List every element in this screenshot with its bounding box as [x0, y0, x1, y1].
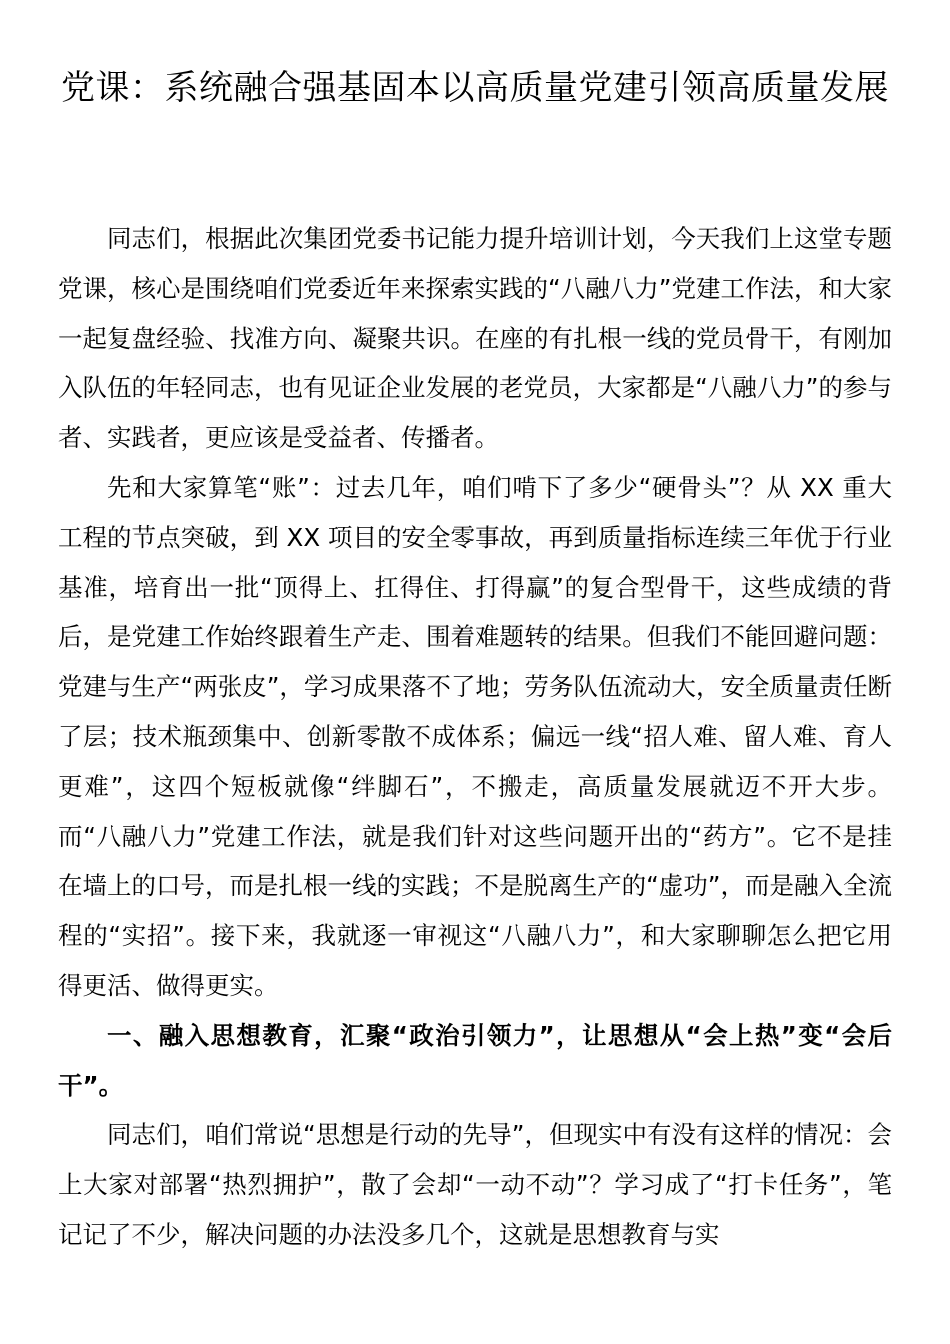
paragraph-background: 先和大家算笔“账”：过去几年，咱们啃下了多少“硬骨头”？从 XX 重大工程的节点突破，到 XX 项目的安全零事故，再到质量指标连续三年优于行业基准，培育出一批“顶得上、扛得住、打得赢”的复合型骨干，这些成绩的背后，是党建工作始终跟着生产走、围着难题转的结果。但我们不能回避问题：党建与生产“两张皮”，学习成果落不了地；劳务队伍流动大，安全质量责任断了层；技术瓶颈集中、创新零散不成体系；偏远一线“招人难、留人难、育人更难”，这四个短板就像“绊脚石”，不搬走，高质量发展就迈不开大步。而“八融八力”党建工作法，就是我们针对这些问题开出的“药方”。它不是挂在墙上的口号，而是扎根一线的实践；不是脱离生产的“虚功”，而是融入全流程的“实招”。接下来，我就逐一审视这“八融八力”，和大家聊聊怎么把它用得更活、做得更实。 [58, 472, 892, 1000]
paragraph-opening: 同志们，根据此次集团党委书记能力提升培训计划，今天我们上这堂专题党课，核心是围绕咱们党委近年来探索实践的“八融八力”党建工作法，和大家一起复盘经验、找准方向、凝聚共识。在座的有扎根一线的党员骨干，有刚加入队伍的年轻同志，也有见证企业发展的老党员，大家都是“八融八力”的参与者、实践者，更应该是受益者、传播者。 [58, 224, 892, 453]
document-body [58, 214, 892, 1260]
section-heading-1: 一、融入思想教育，汇聚“政治引领力”，让思想从“会上热”变“会后干”。 [58, 1020, 892, 1100]
document-title: 党课：系统融合强基固本以高质量党建引领高质量发展 [61, 68, 889, 108]
paragraph-section-1: 同志们，咱们常说“思想是行动的先导”，但现实中有没有这样的情况：会上大家对部署“热烈拥护”，散了会却“一动不动”？学习成了“打卡任务”，笔记记了不少，解决问题的办法没多几个，这就是思想教育与实 [58, 1120, 892, 1249]
